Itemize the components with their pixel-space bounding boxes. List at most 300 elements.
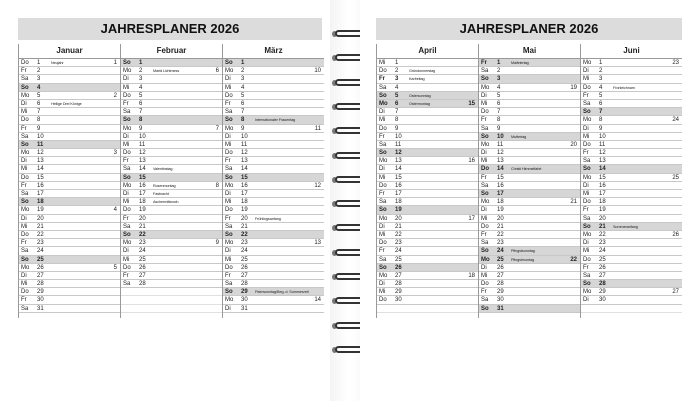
day-row xyxy=(121,141,222,149)
weekday: Mo xyxy=(379,158,388,165)
day-row xyxy=(377,108,478,116)
day-row xyxy=(479,198,580,206)
weekday: Mo xyxy=(379,100,388,107)
day-number: 22 xyxy=(497,231,504,238)
month-column xyxy=(376,44,478,318)
day-number: 1 xyxy=(139,60,143,66)
weekday: Do xyxy=(21,60,29,66)
day-number: 10 xyxy=(139,133,146,140)
day-row xyxy=(223,165,324,173)
weekday: Do xyxy=(225,207,233,214)
weekday: Sa xyxy=(481,125,489,132)
weekday: Mo xyxy=(225,297,234,304)
day-number: 4 xyxy=(37,84,41,91)
weekday: Fr xyxy=(481,231,487,238)
weekday: Sa xyxy=(583,100,591,107)
day-row xyxy=(223,231,324,239)
weekday: Fr xyxy=(379,248,385,255)
day-number: 27 xyxy=(241,272,248,279)
day-row xyxy=(581,198,682,206)
weekday: So xyxy=(583,223,591,230)
day-row xyxy=(121,231,222,239)
day-row xyxy=(479,75,580,83)
day-number: 29 xyxy=(395,289,402,296)
day-number: 23 xyxy=(599,240,606,247)
day-row xyxy=(121,264,222,272)
weekday: Mi xyxy=(21,223,28,230)
day-number: 12 xyxy=(395,150,402,157)
day-number: 3 xyxy=(599,76,603,83)
day-row xyxy=(19,264,120,272)
day-number: 19 xyxy=(241,207,248,214)
day-number: 18 xyxy=(37,199,44,206)
weekday: Sa xyxy=(481,240,489,247)
weekday: Do xyxy=(379,68,387,75)
day-row xyxy=(581,231,682,239)
day-row xyxy=(121,165,222,173)
month-column xyxy=(222,44,324,318)
weekday: Di xyxy=(123,248,129,255)
weekday: Fr xyxy=(225,272,231,279)
month-name: Februar xyxy=(121,44,222,59)
week-number: 5 xyxy=(113,264,117,271)
day-number: 5 xyxy=(37,92,41,99)
day-number: 28 xyxy=(241,281,248,288)
day-number: 22 xyxy=(395,231,402,238)
weekday: Fr xyxy=(225,100,231,107)
day-number: 28 xyxy=(599,281,606,288)
day-number: 20 xyxy=(599,215,606,222)
day-row xyxy=(121,149,222,157)
weekday: Di xyxy=(225,191,231,197)
day-row xyxy=(19,206,120,214)
weekday: Sa xyxy=(379,141,387,148)
day-number: 15 xyxy=(139,174,146,181)
day-row xyxy=(223,125,324,133)
day-row xyxy=(19,59,120,67)
day-row xyxy=(377,59,478,67)
day-row xyxy=(223,256,324,264)
weekday: Mo xyxy=(21,264,30,271)
week-number: 13 xyxy=(314,240,321,247)
day-row xyxy=(223,305,324,313)
week-number: 17 xyxy=(468,215,475,222)
day-number: 10 xyxy=(395,133,402,140)
weekday: So xyxy=(21,141,29,148)
weekday: So xyxy=(379,92,387,99)
day-row xyxy=(479,141,580,149)
day-number: 5 xyxy=(599,92,603,99)
day-number: 9 xyxy=(37,125,41,132)
day-row xyxy=(581,296,682,304)
weekday: Di xyxy=(583,240,589,247)
day-number: 5 xyxy=(497,92,501,99)
day-number: 14 xyxy=(139,166,146,173)
day-row xyxy=(581,165,682,173)
day-row xyxy=(479,272,580,280)
weekday: Mo xyxy=(123,125,132,132)
day-number: 25 xyxy=(37,256,44,263)
weekday: Mi xyxy=(379,174,386,181)
weekday: Mi xyxy=(583,133,590,140)
day-number: 7 xyxy=(497,109,501,116)
weekday: Do xyxy=(225,150,233,157)
day-number: 14 xyxy=(497,166,504,173)
day-number: 13 xyxy=(497,158,504,165)
day-number: 17 xyxy=(395,191,402,197)
day-number: 20 xyxy=(497,215,504,222)
day-number: 27 xyxy=(139,272,146,279)
weekday: Mi xyxy=(481,100,488,107)
weekday: Mi xyxy=(379,289,386,296)
day-number: 23 xyxy=(241,240,248,247)
day-number: 2 xyxy=(497,68,501,75)
weekday: Di xyxy=(379,109,385,116)
weekday: Mi xyxy=(123,141,130,148)
day-row xyxy=(581,157,682,165)
weekday: Sa xyxy=(225,166,233,173)
day-number: 21 xyxy=(139,223,146,230)
day-row xyxy=(19,108,120,116)
day-row xyxy=(377,174,478,182)
day-row xyxy=(377,239,478,247)
weekday: Sa xyxy=(225,281,233,288)
day-number: 4 xyxy=(497,84,501,91)
weekday: Di xyxy=(583,297,589,304)
day-number: 13 xyxy=(139,158,146,165)
day-row xyxy=(223,108,324,116)
week-number: 21 xyxy=(570,199,577,206)
day-row xyxy=(377,215,478,223)
day-row xyxy=(377,149,478,157)
day-number: 3 xyxy=(395,76,399,83)
page-title: JAHRESPLANER 2026 xyxy=(376,18,682,40)
day-number: 9 xyxy=(497,125,501,132)
day-row xyxy=(121,215,222,223)
day-number: 10 xyxy=(241,133,248,140)
day-number: 1 xyxy=(37,60,41,66)
day-number: 12 xyxy=(139,150,146,157)
day-number: 5 xyxy=(241,92,245,99)
weekday: Di xyxy=(21,100,27,107)
day-number: 19 xyxy=(395,207,402,214)
weekday: Mi xyxy=(123,199,130,206)
day-number: 25 xyxy=(599,256,606,263)
holiday-label: Pfingstsonntag xyxy=(511,249,535,254)
day-row xyxy=(479,149,580,157)
day-number: 27 xyxy=(599,272,606,279)
weekday: So xyxy=(225,174,233,181)
day-number: 9 xyxy=(139,125,143,132)
month-column xyxy=(478,44,580,318)
day-number: 24 xyxy=(241,248,248,255)
weekday: Do xyxy=(481,223,489,230)
holiday-label: Mariä Lichtmess xyxy=(153,69,180,74)
day-number: 9 xyxy=(599,125,603,132)
weekday: Mi xyxy=(225,141,232,148)
day-row xyxy=(581,182,682,190)
day-row xyxy=(479,92,580,100)
weekday: Fr xyxy=(481,60,487,66)
holiday-label: Heilige Drei Könige xyxy=(51,101,82,106)
day-row xyxy=(479,215,580,223)
weekday: Sa xyxy=(481,182,489,189)
weekday: So xyxy=(481,76,489,83)
weekday: So xyxy=(481,305,489,312)
weekday: Mo xyxy=(123,240,132,247)
weekday: Mo xyxy=(225,68,234,75)
day-number: 1 xyxy=(395,60,399,66)
day-row xyxy=(479,239,580,247)
weekday: Sa xyxy=(583,158,591,165)
day-number: 14 xyxy=(37,166,44,173)
weekday: Di xyxy=(123,191,129,197)
day-number: 16 xyxy=(139,182,146,189)
holiday-label: Christi Himmelfahrt xyxy=(511,167,542,172)
weekday: Di xyxy=(225,133,231,140)
week-number: 6 xyxy=(215,68,219,75)
day-row xyxy=(19,100,120,108)
weekday: So xyxy=(225,60,233,66)
day-number: 20 xyxy=(139,215,146,222)
empty-row xyxy=(377,305,478,313)
page-title: JAHRESPLANER 2026 xyxy=(18,18,322,40)
weekday: Do xyxy=(379,125,387,132)
day-number: 15 xyxy=(37,174,44,181)
day-row xyxy=(223,67,324,75)
weekday: Mo xyxy=(225,125,234,132)
weekday: Fr xyxy=(21,125,27,132)
day-row xyxy=(581,280,682,288)
weekday: Do xyxy=(21,289,29,296)
day-row xyxy=(581,288,682,296)
weekday: Fr xyxy=(21,297,27,304)
day-number: 22 xyxy=(241,231,248,238)
holiday-label: Muttertag xyxy=(511,134,527,139)
day-number: 27 xyxy=(37,272,44,279)
day-row xyxy=(223,206,324,214)
weekday: So xyxy=(481,248,489,255)
weekday: So xyxy=(123,60,131,66)
holiday-label: Fastnacht xyxy=(153,192,169,196)
weekday: Sa xyxy=(379,84,387,91)
weekday: So xyxy=(379,207,387,214)
day-number: 18 xyxy=(497,199,504,206)
day-number: 12 xyxy=(599,150,606,157)
day-row xyxy=(121,67,222,75)
day-row xyxy=(121,206,222,214)
day-number: 16 xyxy=(497,182,504,189)
day-number: 29 xyxy=(599,289,606,296)
weekday: So xyxy=(583,109,591,116)
day-number: 11 xyxy=(37,141,44,148)
day-row xyxy=(223,288,324,296)
weekday: Mo xyxy=(225,240,234,247)
day-number: 4 xyxy=(139,84,143,91)
holiday-label: Frühlingsanfang xyxy=(255,216,281,221)
day-row xyxy=(19,215,120,223)
weekday: Di xyxy=(481,92,487,99)
weekday: Do xyxy=(21,231,29,238)
weekday: Sa xyxy=(123,223,131,230)
weekday: Do xyxy=(225,264,233,271)
day-number: 28 xyxy=(139,281,146,288)
day-number: 1 xyxy=(241,60,245,66)
weekday: Do xyxy=(225,92,233,99)
weekday: Di xyxy=(583,125,589,132)
week-number: 9 xyxy=(215,240,219,247)
weekday: So xyxy=(21,84,29,91)
day-number: 6 xyxy=(37,100,41,107)
week-number: 22 xyxy=(570,256,577,263)
weekday: So xyxy=(123,174,131,181)
weekday: Fr xyxy=(21,240,27,247)
left-page xyxy=(0,0,340,401)
day-number: 2 xyxy=(599,68,603,75)
day-number: 3 xyxy=(139,76,143,83)
day-row xyxy=(223,141,324,149)
weekday: Mi xyxy=(481,158,488,165)
day-number: 25 xyxy=(139,256,146,263)
weekday: Di xyxy=(21,272,27,279)
weekday: Sa xyxy=(21,133,29,140)
weekday: So xyxy=(225,117,233,124)
day-row xyxy=(19,116,120,124)
holiday-label: Sommeranfang xyxy=(613,224,638,229)
day-row xyxy=(377,231,478,239)
weekday: Do xyxy=(21,117,29,124)
day-row xyxy=(479,288,580,296)
weekday: Di xyxy=(481,150,487,157)
day-row xyxy=(479,157,580,165)
day-number: 3 xyxy=(37,76,41,83)
weekday: Fr xyxy=(123,215,129,222)
day-number: 31 xyxy=(37,305,44,312)
day-row xyxy=(377,272,478,280)
day-row xyxy=(19,141,120,149)
week-number: 12 xyxy=(314,182,321,189)
day-row xyxy=(121,157,222,165)
day-number: 6 xyxy=(395,100,399,107)
day-row xyxy=(479,256,580,264)
weekday: Do xyxy=(481,109,489,116)
day-number: 1 xyxy=(497,60,501,66)
month-name: April xyxy=(377,44,478,59)
weekday: Fr xyxy=(21,182,27,189)
weekday: Sa xyxy=(225,223,233,230)
day-row xyxy=(479,206,580,214)
day-row xyxy=(479,116,580,124)
day-number: 5 xyxy=(395,92,399,99)
day-number: 27 xyxy=(497,272,504,279)
weekday: Fr xyxy=(481,117,487,124)
day-row xyxy=(377,133,478,141)
day-row xyxy=(479,190,580,198)
holiday-label: Internationaler Frauentag xyxy=(255,118,296,123)
weekday: So xyxy=(379,264,387,271)
day-number: 25 xyxy=(497,256,504,263)
weekday: So xyxy=(21,256,29,263)
weekday: Fr xyxy=(481,289,487,296)
day-row xyxy=(121,182,222,190)
weekday: Di xyxy=(225,76,231,83)
day-number: 5 xyxy=(139,92,143,99)
day-number: 28 xyxy=(395,281,402,288)
day-number: 4 xyxy=(241,84,245,91)
week-number: 2 xyxy=(113,92,117,99)
weekday: Fr xyxy=(583,207,589,214)
day-number: 16 xyxy=(37,182,44,189)
weekday: Di xyxy=(379,281,385,288)
day-number: 17 xyxy=(139,191,146,197)
day-row xyxy=(581,190,682,198)
week-number: 10 xyxy=(314,68,321,75)
day-row xyxy=(121,223,222,231)
day-row xyxy=(121,198,222,206)
day-number: 11 xyxy=(497,141,504,148)
day-row xyxy=(223,247,324,255)
day-row xyxy=(121,280,222,288)
day-number: 23 xyxy=(395,240,402,247)
day-row xyxy=(377,125,478,133)
weekday: Do xyxy=(379,240,387,247)
day-row xyxy=(581,100,682,108)
week-number: 14 xyxy=(314,297,321,304)
weekday: Mi xyxy=(123,256,130,263)
day-row xyxy=(479,165,580,173)
day-row xyxy=(19,67,120,75)
day-row xyxy=(377,165,478,173)
week-number: 23 xyxy=(672,60,679,66)
day-row xyxy=(121,133,222,141)
day-number: 2 xyxy=(37,68,41,75)
weekday: So xyxy=(225,231,233,238)
day-number: 15 xyxy=(241,174,248,181)
day-row xyxy=(19,231,120,239)
day-number: 10 xyxy=(497,133,504,140)
day-row xyxy=(581,59,682,67)
weekday: Mi xyxy=(21,281,28,288)
day-number: 21 xyxy=(241,223,248,230)
weekday: Mo xyxy=(379,215,388,222)
day-number: 12 xyxy=(241,150,248,157)
day-row xyxy=(377,264,478,272)
weekday: Mo xyxy=(379,272,388,279)
day-row xyxy=(377,75,478,83)
day-number: 29 xyxy=(241,289,248,296)
day-row xyxy=(377,280,478,288)
day-number: 20 xyxy=(395,215,402,222)
day-number: 22 xyxy=(599,231,606,238)
day-number: 6 xyxy=(599,100,603,107)
day-row xyxy=(121,247,222,255)
day-row xyxy=(581,174,682,182)
weekday: Di xyxy=(379,223,385,230)
day-row xyxy=(377,296,478,304)
day-number: 18 xyxy=(139,199,146,206)
holiday-label: Pfingstmontag xyxy=(511,257,534,262)
month-column xyxy=(580,44,682,318)
weekday: Mo xyxy=(123,68,132,75)
day-number: 11 xyxy=(241,141,248,148)
weekday: Mo xyxy=(21,92,30,99)
day-row xyxy=(223,157,324,165)
day-number: 8 xyxy=(37,117,41,124)
day-number: 30 xyxy=(497,297,504,304)
weekday: Mo xyxy=(481,256,490,263)
day-row xyxy=(223,182,324,190)
day-row xyxy=(479,231,580,239)
